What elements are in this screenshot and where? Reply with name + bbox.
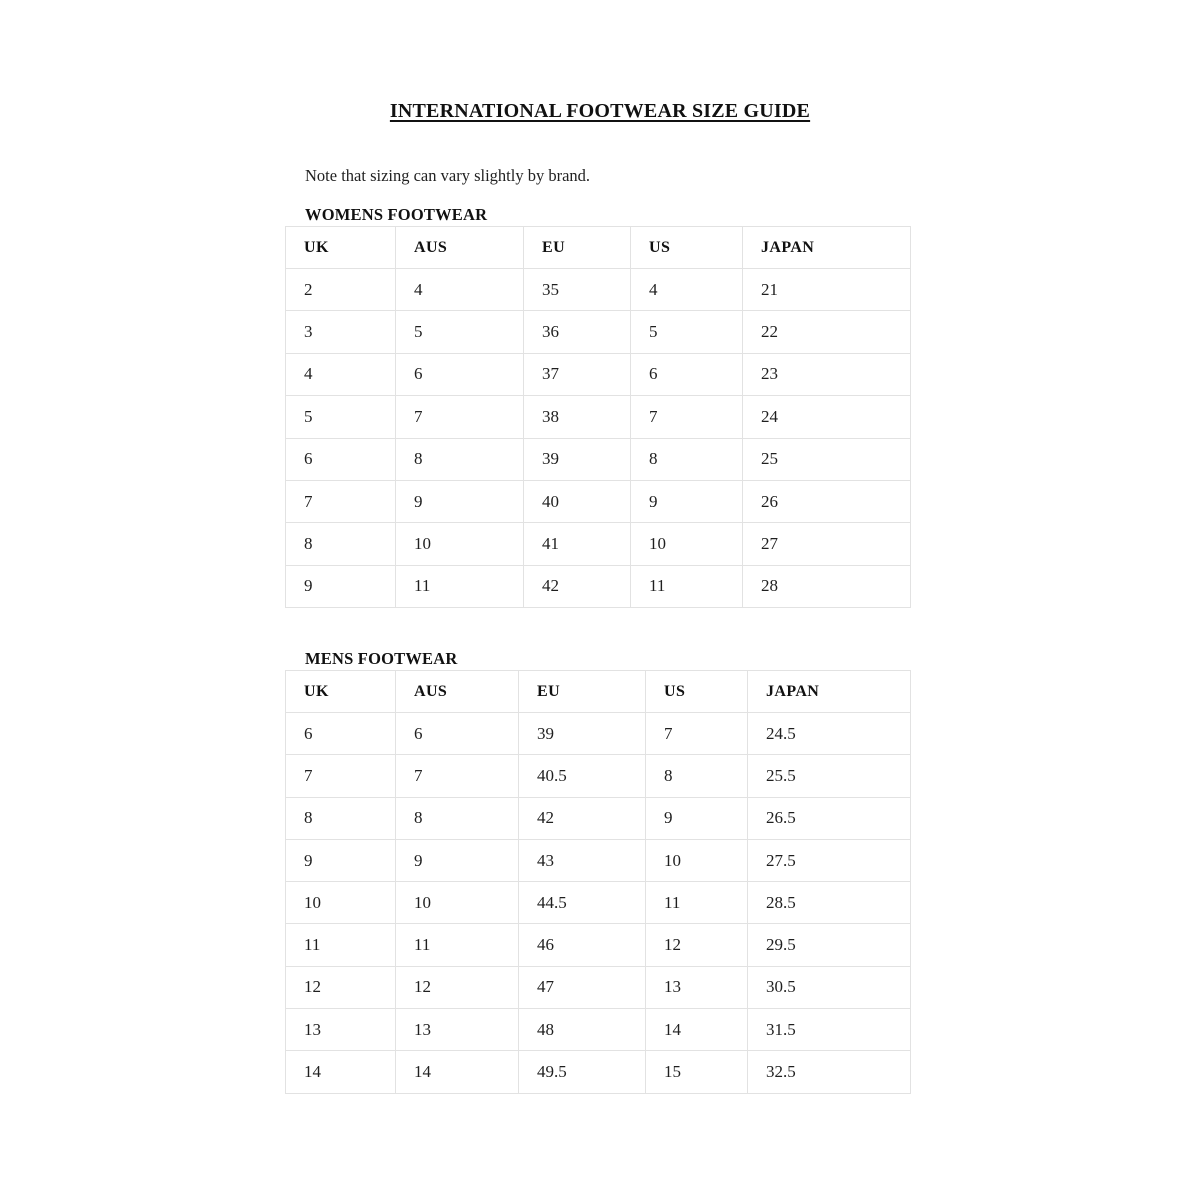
- column-header: JAPAN: [743, 227, 911, 269]
- size-cell: 2: [286, 269, 396, 311]
- size-cell: 8: [286, 797, 396, 839]
- size-cell: 24: [743, 396, 911, 438]
- size-cell: 3: [286, 311, 396, 353]
- table-row: [286, 797, 911, 839]
- size-cell: 9: [646, 797, 748, 839]
- size-cell: 10: [646, 839, 748, 881]
- size-cell: 13: [646, 966, 748, 1008]
- size-cell: 8: [631, 438, 743, 480]
- size-cell: 12: [646, 924, 748, 966]
- size-cell: 27.5: [748, 839, 911, 881]
- size-cell: 13: [286, 1009, 396, 1051]
- column-header: US: [646, 671, 748, 713]
- size-cell: 43: [519, 839, 646, 881]
- size-cell: 12: [286, 966, 396, 1008]
- size-cell: 7: [396, 755, 519, 797]
- size-cell: 10: [396, 523, 524, 565]
- table-row: [286, 966, 911, 1008]
- table-row: [286, 565, 911, 607]
- size-cell: 13: [396, 1009, 519, 1051]
- table-row: [286, 882, 911, 924]
- size-cell: 9: [396, 839, 519, 881]
- size-cell: 35: [524, 269, 631, 311]
- table-row: [286, 438, 911, 480]
- table-row: [286, 755, 911, 797]
- size-cell: 39: [519, 713, 646, 755]
- column-header: AUS: [396, 227, 524, 269]
- table-row: [286, 523, 911, 565]
- column-header: EU: [524, 227, 631, 269]
- size-cell: 14: [396, 1051, 519, 1093]
- size-cell: 7: [631, 396, 743, 438]
- size-cell: 6: [286, 713, 396, 755]
- section-heading-womens: WOMENS FOOTWEAR: [305, 205, 488, 224]
- column-header: EU: [519, 671, 646, 713]
- size-cell: 40.5: [519, 755, 646, 797]
- size-cell: 6: [286, 438, 396, 480]
- column-header: JAPAN: [748, 671, 911, 713]
- size-cell: 7: [646, 713, 748, 755]
- size-cell: 4: [631, 269, 743, 311]
- table-row: [286, 311, 911, 353]
- size-cell: 11: [396, 924, 519, 966]
- size-cell: 22: [743, 311, 911, 353]
- size-cell: 8: [396, 438, 524, 480]
- size-cell: 9: [396, 480, 524, 522]
- size-cell: 26.5: [748, 797, 911, 839]
- table-row: [286, 1009, 911, 1051]
- size-cell: 5: [631, 311, 743, 353]
- column-header: US: [631, 227, 743, 269]
- size-cell: 6: [396, 713, 519, 755]
- size-cell: 8: [396, 797, 519, 839]
- size-cell: 24.5: [748, 713, 911, 755]
- size-cell: 12: [396, 966, 519, 1008]
- size-cell: 5: [396, 311, 524, 353]
- size-cell: 36: [524, 311, 631, 353]
- mens-size-table: [285, 670, 911, 1094]
- size-cell: 42: [524, 565, 631, 607]
- size-cell: 10: [396, 882, 519, 924]
- table-row: [286, 713, 911, 755]
- size-cell: 27: [743, 523, 911, 565]
- size-cell: 14: [286, 1051, 396, 1093]
- size-cell: 29.5: [748, 924, 911, 966]
- size-cell: 5: [286, 396, 396, 438]
- table-row: [286, 396, 911, 438]
- womens-size-table: [285, 226, 911, 608]
- size-cell: 9: [631, 480, 743, 522]
- size-cell: 37: [524, 353, 631, 395]
- size-cell: 10: [286, 882, 396, 924]
- size-cell: 31.5: [748, 1009, 911, 1051]
- size-cell: 39: [524, 438, 631, 480]
- size-cell: 8: [286, 523, 396, 565]
- size-cell: 6: [631, 353, 743, 395]
- size-cell: 7: [396, 396, 524, 438]
- size-cell: 28: [743, 565, 911, 607]
- header-row: [286, 227, 911, 269]
- size-cell: 11: [286, 924, 396, 966]
- size-cell: 7: [286, 755, 396, 797]
- size-cell: 38: [524, 396, 631, 438]
- header-row: [286, 671, 911, 713]
- table-row: [286, 924, 911, 966]
- size-cell: 41: [524, 523, 631, 565]
- size-cell: 9: [286, 839, 396, 881]
- size-cell: 32.5: [748, 1051, 911, 1093]
- table-row: [286, 839, 911, 881]
- size-cell: 25: [743, 438, 911, 480]
- size-cell: 30.5: [748, 966, 911, 1008]
- size-cell: 8: [646, 755, 748, 797]
- column-header: UK: [286, 671, 396, 713]
- size-cell: 11: [631, 565, 743, 607]
- section-heading-mens: MENS FOOTWEAR: [305, 649, 458, 668]
- size-cell: 44.5: [519, 882, 646, 924]
- column-header: UK: [286, 227, 396, 269]
- table-row: [286, 353, 911, 395]
- size-cell: 21: [743, 269, 911, 311]
- size-cell: 4: [286, 353, 396, 395]
- size-cell: 11: [396, 565, 524, 607]
- size-cell: 4: [396, 269, 524, 311]
- size-cell: 49.5: [519, 1051, 646, 1093]
- size-cell: 11: [646, 882, 748, 924]
- size-cell: 40: [524, 480, 631, 522]
- size-cell: 42: [519, 797, 646, 839]
- size-cell: 25.5: [748, 755, 911, 797]
- size-cell: 14: [646, 1009, 748, 1051]
- size-cell: 26: [743, 480, 911, 522]
- table-row: [286, 269, 911, 311]
- size-cell: 7: [286, 480, 396, 522]
- size-cell: 23: [743, 353, 911, 395]
- size-cell: 15: [646, 1051, 748, 1093]
- size-cell: 48: [519, 1009, 646, 1051]
- sizing-note: Note that sizing can vary slightly by brand.: [305, 166, 591, 185]
- size-cell: 10: [631, 523, 743, 565]
- size-cell: 46: [519, 924, 646, 966]
- size-cell: 47: [519, 966, 646, 1008]
- column-header: AUS: [396, 671, 519, 713]
- table-row: [286, 480, 911, 522]
- size-cell: 6: [396, 353, 524, 395]
- table-row: [286, 1051, 911, 1093]
- size-cell: 9: [286, 565, 396, 607]
- size-cell: 28.5: [748, 882, 911, 924]
- page-title: INTERNATIONAL FOOTWEAR SIZE GUIDE: [389, 100, 811, 122]
